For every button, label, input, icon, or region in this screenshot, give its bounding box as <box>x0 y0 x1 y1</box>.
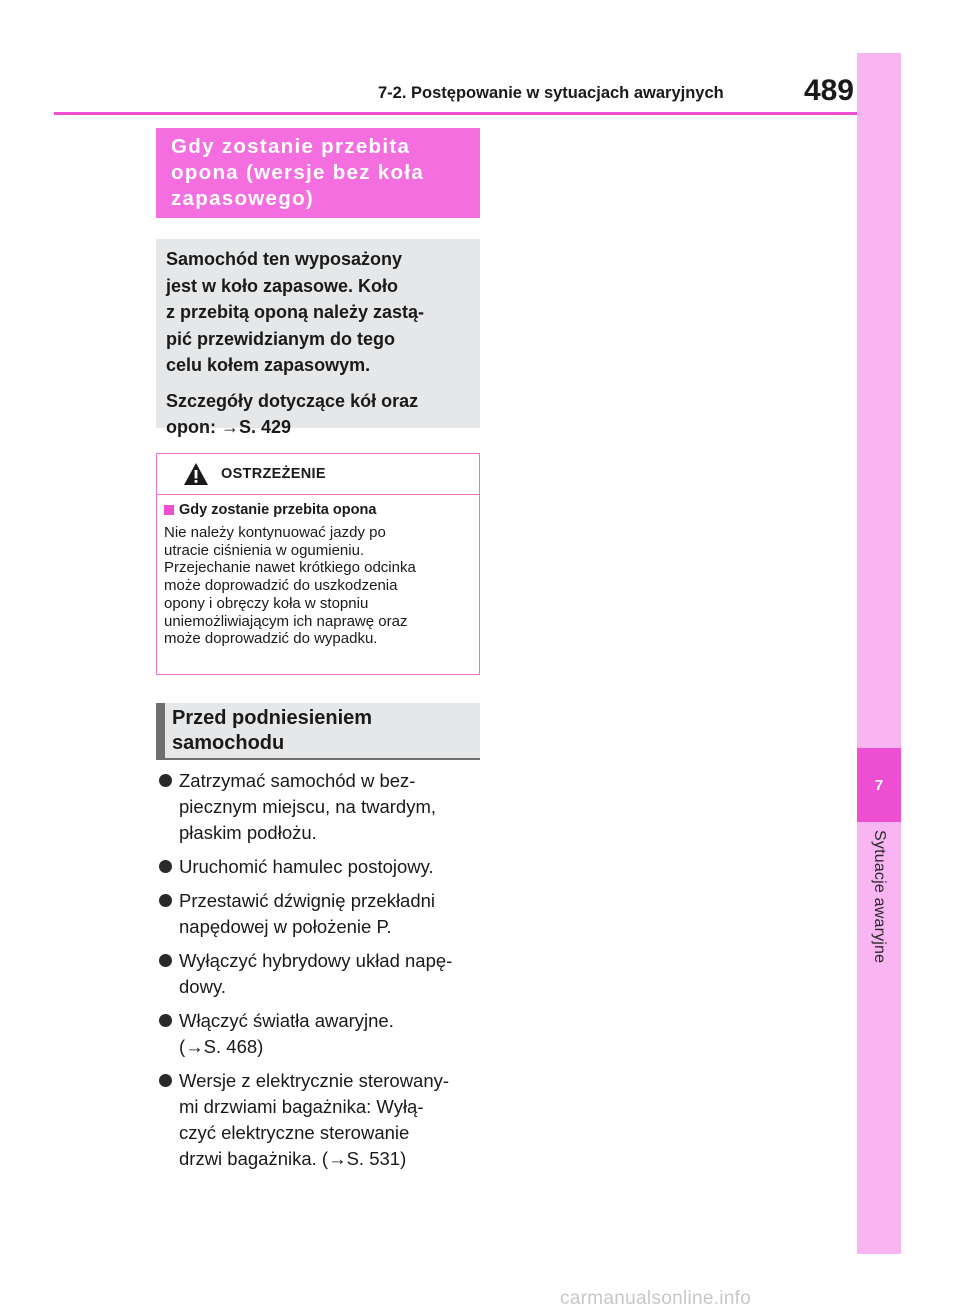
chapter-number: 7 <box>874 776 884 794</box>
info-reference <box>166 388 466 441</box>
warning-text <box>157 518 479 648</box>
warning-line: opony i obręczy koła w stopniu <box>164 594 369 612</box>
watermark: carmanualsonline.info <box>560 1288 752 1309</box>
bullet-dot-icon <box>159 1014 172 1027</box>
section-heading-line-1: Przed podniesieniem <box>172 707 373 729</box>
list-item-line: napędowej w położenie P. <box>179 916 392 937</box>
list-item <box>156 768 486 846</box>
info-line: z przebitą oponą należy zastą- <box>166 302 425 322</box>
list-item-line: Zatrzymać samochód w bez- <box>179 770 416 791</box>
warning-box <box>156 453 480 675</box>
spare-wheel-info-box <box>156 239 480 437</box>
reference-line-2: opon: →S. 429 <box>166 417 292 437</box>
info-line: Samochód ten wyposażony <box>166 249 403 269</box>
info-line: celu kołem zapasowym. <box>166 355 371 375</box>
chapter-number-tab <box>857 748 901 822</box>
list-item <box>156 854 486 880</box>
warning-line: uniemożliwiającym ich naprawę oraz <box>164 612 408 630</box>
list-item <box>156 948 486 1000</box>
bullet-dot-icon <box>159 774 172 787</box>
list-item <box>156 1008 486 1060</box>
info-paragraph <box>166 246 466 379</box>
warning-line: Nie należy kontynuować jazdy po <box>164 524 386 541</box>
warning-line: Przejechanie nawet krótkiego odcinka <box>164 559 416 577</box>
list-item-line: Wersje z elektrycznie sterowany- <box>179 1070 450 1091</box>
before-lifting-heading <box>156 703 480 760</box>
chapter-title-tab <box>857 830 901 980</box>
heading-line-2: opona (wersje bez koła <box>171 161 425 184</box>
header-rule <box>54 112 857 115</box>
warning-line: może doprowadzić do uszkodzenia <box>164 577 398 595</box>
warning-subtitle-row <box>157 495 479 518</box>
heading-line-3: zapasowego) <box>171 187 315 210</box>
warning-subtitle: Gdy zostanie przebita opona <box>179 502 377 518</box>
list-item-line: (→S. 468) <box>179 1036 264 1057</box>
square-bullet-icon <box>164 505 174 515</box>
bullet-dot-icon <box>159 894 172 907</box>
warning-title: OSTRZEŻENIE <box>221 466 326 482</box>
warning-line: utracie ciśnienia w ogumieniu. <box>164 541 365 559</box>
list-item-line: mi drzwiami bagażnika: Wyłą- <box>179 1096 424 1117</box>
heading-line-1: Gdy zostanie przebita <box>171 135 411 158</box>
list-item-line: Przestawić dźwignię przekładni <box>179 890 436 911</box>
list-item <box>156 888 486 940</box>
section-header: 7-2. Postępowanie w sytuacjach awaryjnych <box>378 84 724 102</box>
preparation-steps-list <box>156 768 486 1180</box>
list-item-line: piecznym miejscu, na twardym, <box>179 796 437 817</box>
warning-header <box>157 454 479 495</box>
warning-triangle-icon <box>183 462 209 486</box>
section-heading-line-2: samochodu <box>172 732 285 754</box>
list-item-line: Włączyć światła awaryjne. <box>179 1010 394 1031</box>
page-number: 489 <box>803 74 854 107</box>
list-item-line: płaskim podłożu. <box>179 822 317 843</box>
list-item <box>156 1068 486 1172</box>
list-item-line: Uruchomić hamulec postojowy. <box>179 856 434 877</box>
bullet-dot-icon <box>159 1074 172 1087</box>
info-line: jest w koło zapasowe. Koło <box>166 275 399 296</box>
list-item-line: dowy. <box>179 976 226 997</box>
info-line: pić przewidzianym do tego <box>166 328 396 349</box>
list-item-line: czyć elektryczne sterowanie <box>179 1122 410 1143</box>
bullet-dot-icon <box>159 954 172 967</box>
chapter-title: Sytuacje awaryjne <box>871 830 888 964</box>
reference-line-1: Szczegóły dotyczące kół oraz <box>166 390 419 411</box>
warning-line: może doprowadzić do wypadku. <box>164 630 378 648</box>
list-item-line: drzwi bagażnika. (→S. 531) <box>179 1148 407 1169</box>
list-item-line: Wyłączyć hybrydowy układ napę- <box>179 950 453 971</box>
flat-tire-heading <box>156 128 480 218</box>
side-tab-strip <box>857 53 901 1254</box>
bullet-dot-icon <box>159 860 172 873</box>
